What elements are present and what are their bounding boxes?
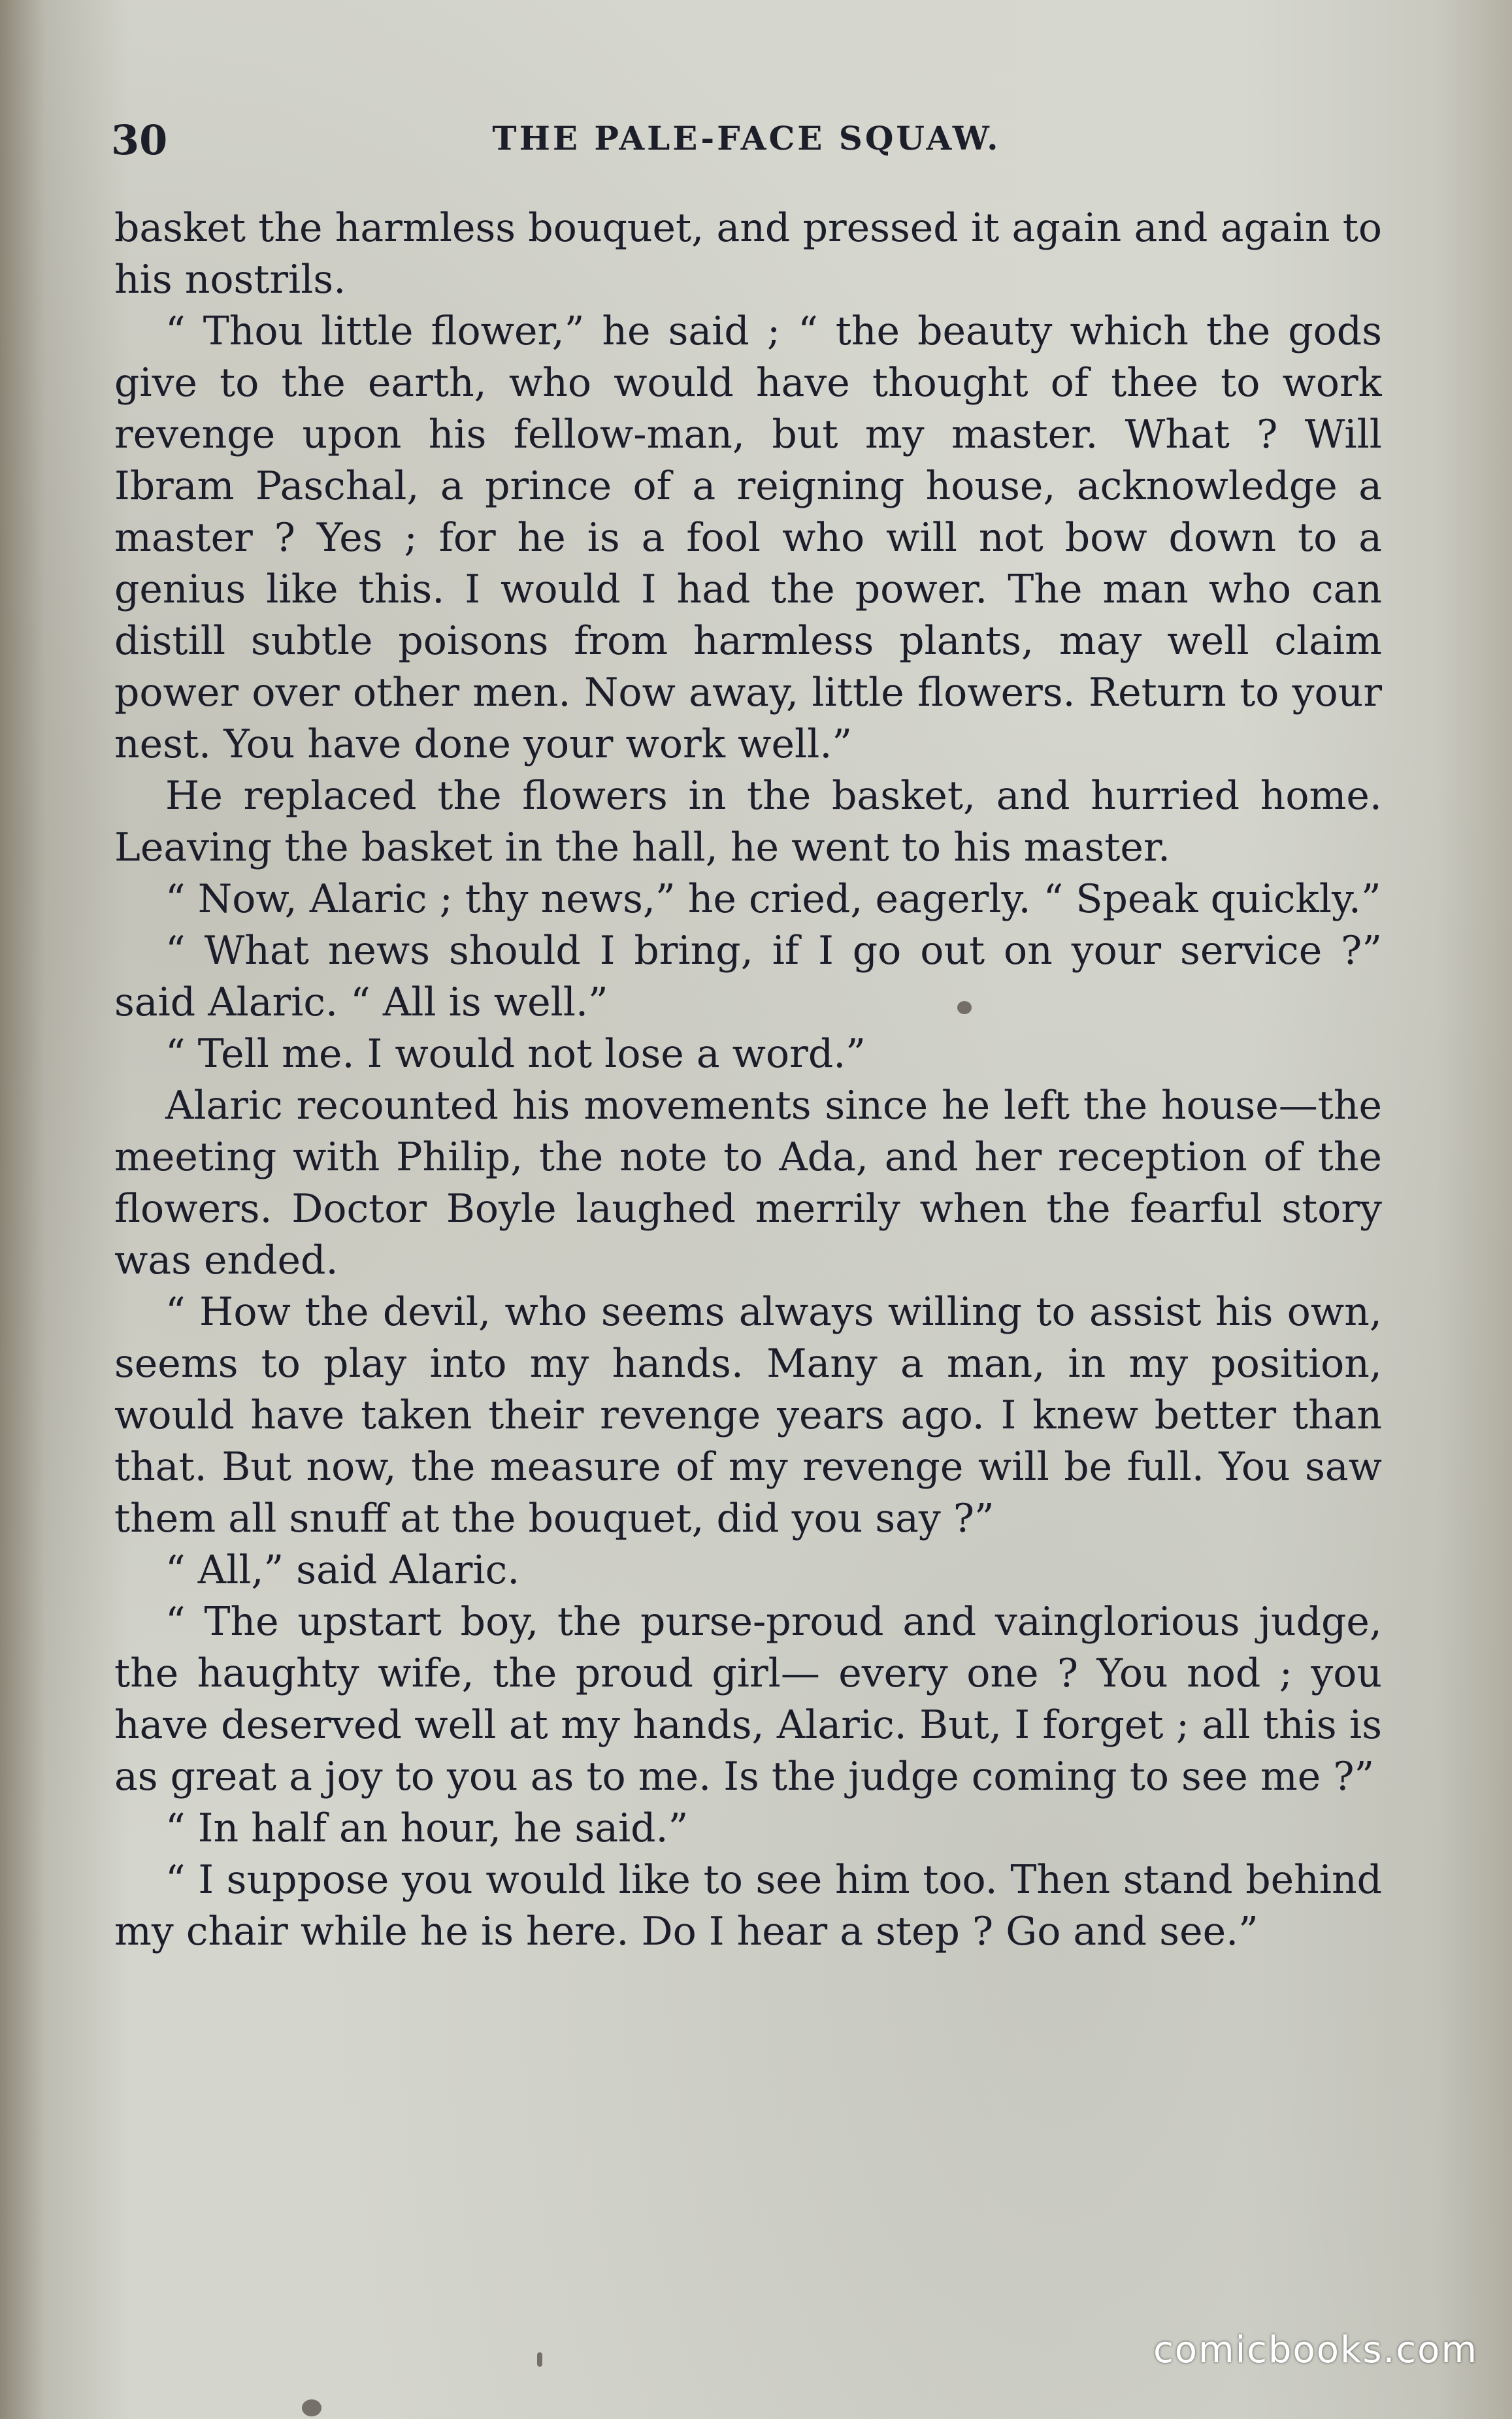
paragraph: “ All,” said Alaric. [165,1547,520,1593]
running-title: THE PALE-FACE SQUAW. [492,119,1001,157]
ink-spot [302,2399,321,2416]
paragraph: He replaced the flowers in the basket, and hurried home. Leaving the basket in the hall, he went to his master. [114,773,1382,870]
paragraph: “ The upstart boy, the purse-proud and vainglorious judge, the haughty wife, the proud girl— every one ? You nod ; you have deserved well at my hands, Alaric. But, I forget ; all this is as great a joy to you as to me. Is the judge coming to see me ?” [114,1599,1382,1800]
paragraph: Alaric recounted his movements since he left the house—the meeting with Philip, the note to Ada, and her reception of the flowers. Doctor Boyle laughed merrily when the fearful story was ended. [114,1083,1382,1283]
paragraph: “ Tell me. I would not lose a word.” [165,1031,866,1077]
body-text [114,203,1382,2326]
paragraph: “ Now, Alaric ; thy news,” he cried, eagerly. “ Speak quickly.” [165,876,1381,922]
paragraph: “ Thou little flower,” he said ; “ the beauty which the gods give to the earth, who would have thought of thee to work revenge upon his fellow-man, but my master. What ? Will Ibram Paschal, a prince of a reigning house, acknowledge a master ? Yes ; for he is a fool who will not bow down to a genius like this. I would I had the power. The man who can distill subtle poisons from harmless plants, may well claim power over other men. Now away, little flowers. Return to your nest. You have done your work well.” [114,308,1382,767]
paragraph: “ What news should I bring, if I go out on your service ?” said Alaric. “ All is well.” [114,928,1382,1025]
paragraph: “ How the devil, who seems always willing to assist his own, seems to play into my hands. Many a man, in my position, would have taken their revenge years ago. I knew better than that. But now, the measure of my revenge will be full. You saw them all snuff at the bouquet, did you say ?” [114,1289,1382,1541]
paragraph: “ I suppose you would like to see him too. Then stand behind my chair while he is here. Do I hear a step ? Go and see.” [114,1857,1382,1954]
page-header [111,111,1382,170]
watermark: comicbooks.com [1153,2329,1478,2371]
paragraph: basket the harmless bouquet, and pressed it again and again to his nostrils. [114,205,1382,303]
page-number: 30 [111,116,168,164]
paragraph: “ In half an hour, he said.” [165,1805,689,1851]
ink-spot [537,2352,542,2367]
